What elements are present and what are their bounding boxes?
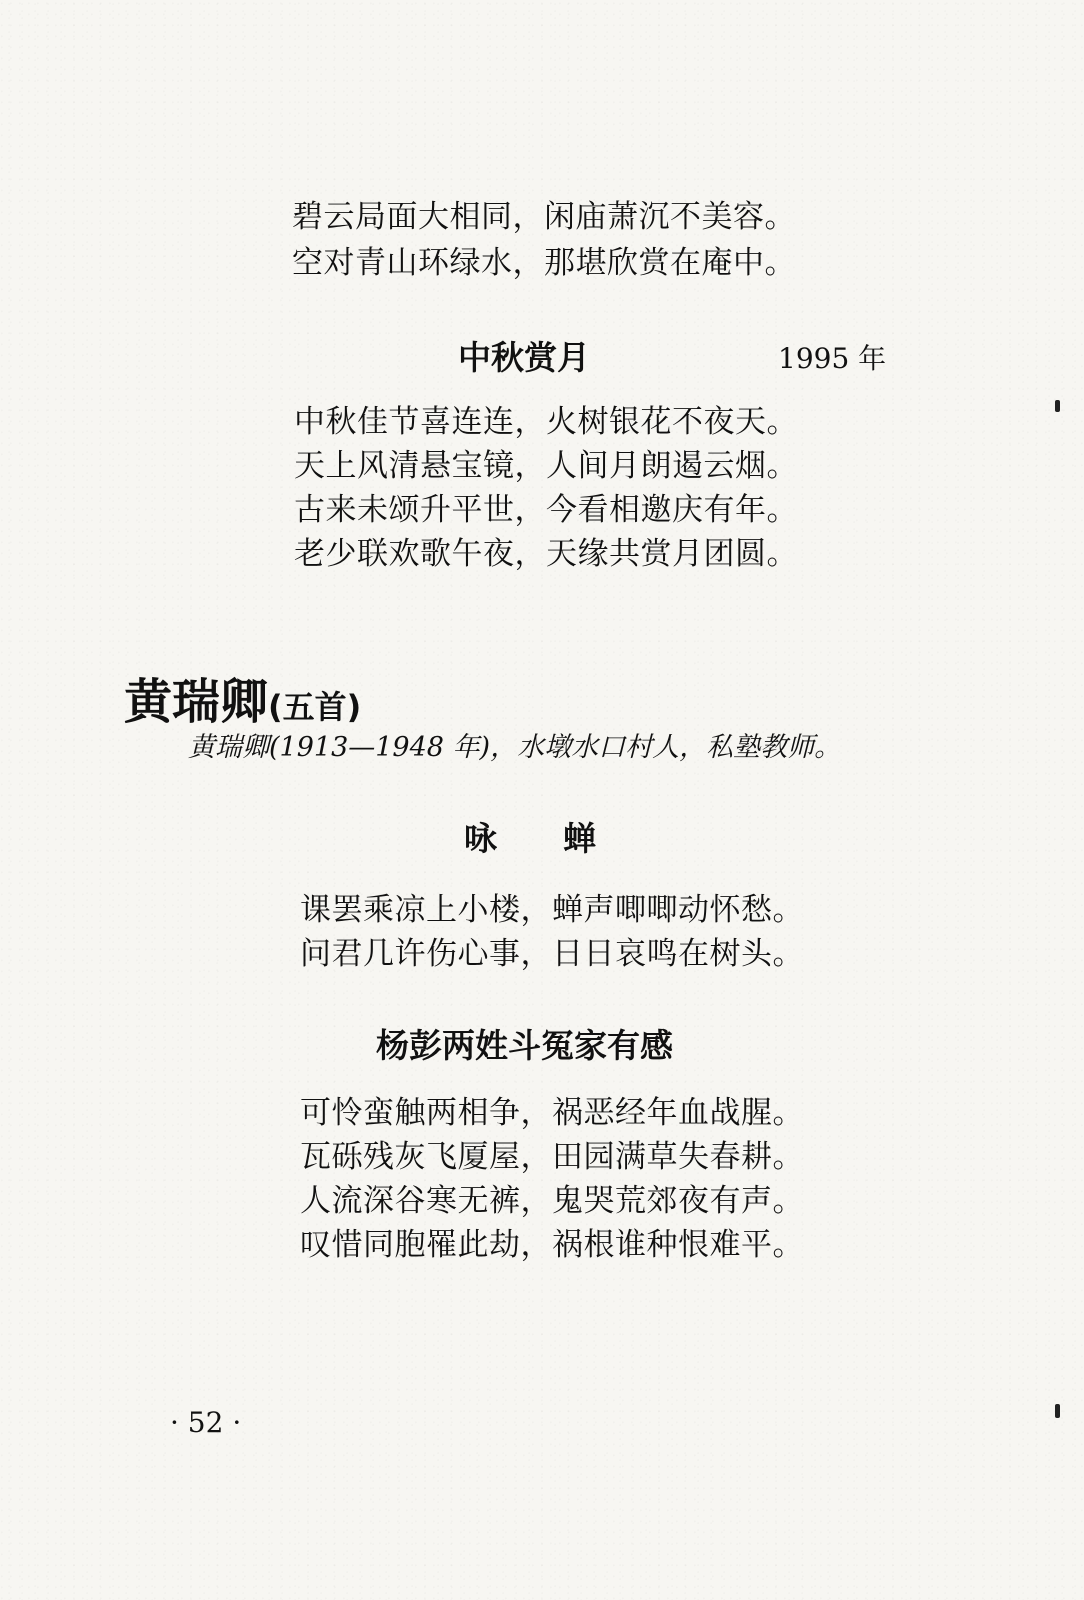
poem-line: 老少联欢歌午夜，天缘共赏月团圆。 bbox=[294, 536, 798, 572]
poem-line: 瓦砾残灰飞厦屋，田园满草失春耕。 bbox=[300, 1139, 804, 1175]
poem-title: 咏 蝉 bbox=[464, 819, 596, 858]
poem-line: 课罢乘凉上小楼，蝉声唧唧动怀愁。 bbox=[300, 892, 804, 928]
poem-line: 叹惜同胞罹此劫，祸根谁种恨难平。 bbox=[300, 1227, 804, 1263]
poem-line: 问君几许伤心事，日日哀鸣在树头。 bbox=[300, 936, 804, 972]
poem-title: 中秋赏月 bbox=[458, 338, 590, 377]
scan-edge-mark bbox=[1055, 1404, 1060, 1418]
poem-line: 可怜蛮触两相争，祸恶经年血战腥。 bbox=[300, 1095, 804, 1131]
poem-year: 1995 年 bbox=[778, 342, 887, 375]
poem-line: 古来未颂升平世，今看相邀庆有年。 bbox=[294, 492, 798, 528]
author-bio: 黄瑞卿(1913—1948 年)，水墩水口村人，私塾教师。 bbox=[188, 732, 842, 763]
poem-line: 碧云局面大相同，闲庙萧沉不美容。 bbox=[292, 199, 796, 235]
poem-line: 天上风清悬宝镜，人间月朗遏云烟。 bbox=[294, 448, 798, 484]
poem-title: 杨彭两姓斗冤家有感 bbox=[376, 1026, 673, 1065]
author-name: 黄瑞卿 bbox=[124, 674, 269, 730]
author-heading bbox=[124, 674, 362, 730]
poem-line: 中秋佳节喜连连，火树银花不夜天。 bbox=[294, 404, 798, 440]
poem-line: 人流深谷寒无裤，鬼哭荒郊夜有声。 bbox=[300, 1183, 804, 1219]
scan-edge-mark bbox=[1055, 400, 1060, 412]
poem-line: 空对青山环绿水，那堪欣赏在庵中。 bbox=[292, 245, 796, 281]
page-number: · 52 · bbox=[170, 1406, 242, 1439]
author-poem-count: (五首) bbox=[268, 688, 362, 726]
